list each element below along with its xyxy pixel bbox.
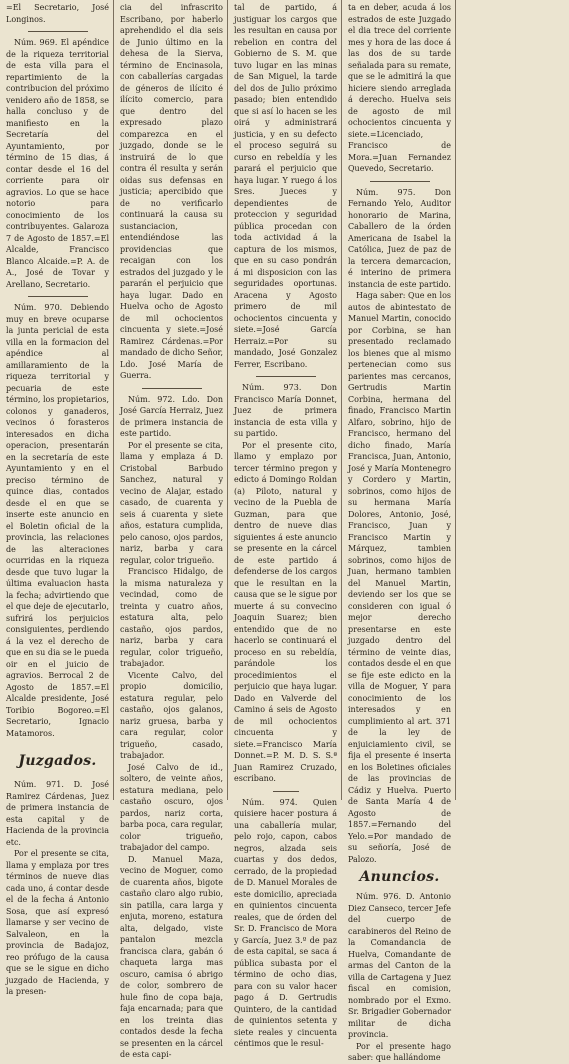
notice-972-continued: tal de partido, á justiguar los cargos que les resultan en causa por rebelion en contra del Gobierno de S. M. que tuvo lugar en las minas de San Miguel, la tarde del dos de Julio próximo pasado; bien entendido que si así lo hacen se les oirá y administrará justicia, y en su defecto el proceso seguirá su curso en rebeldía y les parará el perjuicio que haya lugar. Y ruego á los Sres. Jueces y dependientes de proteccion y seguridad pública procedan con toda actividad á la captura de los mismos, que en su caso pondrán á mi disposicion con las seguridades oportunas. Aracena y Agosto primero de mil ochocientos cincuenta y siete.=José García Herraiz.=Por su mandado, José Gonzalez Ferrer, Escribano. [234, 3, 337, 369]
section-title-anuncios: Anuncios. [359, 869, 440, 885]
column-rule [455, 0, 456, 800]
separator-rule [273, 791, 299, 792]
notice-972-heading: Núm. 972. Ldo. Don José García Herraiz, Juez de primera instancia de este partido. [120, 394, 223, 438]
separator-rule [142, 388, 202, 389]
notice-975-heading: Núm. 975. Don Fernando Yelo, Auditor honorario de Marina, Caballero de la órden Americana de Isabel la Católica, Juez de paz de la tercera demarcacion, é interino de primera instancia de este partido. [348, 187, 451, 289]
column-rule [113, 0, 114, 800]
column-5 [460, 0, 569, 800]
notice-974-continued: ta en deber, acuda á los estrados de este Juzgado el dia trece del corriente mes y hora de las doce á las dos de su tarde señalada para su remate, que se le admitirá la que hiciere siendo arreglada á derecho. Huelva seis de agosto de mil ochocientos cincuenta y siete.=Licenciado, Francisco de Mora.=Juan Fernandez Quevedo, Secretario. [348, 3, 451, 173]
notice-972-text: D. Manuel Maza, vecino de Moguer, como de cuarenta años, bigote castaño claro algo rubio, sin patilla, cara larga y enjuta, moreno, estatura alta, delgado, viste pantalon mezcla francisca clara, gabán ó chaqueta larga mas oscuro, camisa ó abrigo de color, sombrero de hule fino de copa baja, faja encarnada; para que en los treinta dias contados desde la fecha se presenten en la cárcel de esta capi- [120, 854, 223, 1059]
separator-rule [256, 376, 316, 377]
notice-971-continued: cia del infrascrito Escribano, por haberlo aprehendido el dia seis de Junio último en la dehesa de la Sierva, término de Encinasola, con caballerías cargadas de géneros de ilícito é ilícito comercio, para que dentro del expresado plazo comparezca en el juzgado, donde se le instruirá de lo que contra él resulta y serán oidas sus defensas en justicia; apercibido que de no verificarlo continuará la causa su sustanciacion, entendiéndose las providencias que recaigan con los estrados del juzgado y le pararán el perjuicio que haya lugar. Dado en Huelva ocho de Agosto de mil ochocientos cincuenta y siete.=José Ramirez Cárdenas.=Por mandado de dicho Señor, Ldo. José María de Guerra. [120, 3, 223, 380]
column-2 [118, 0, 225, 1059]
notice-973-heading: Núm. 973. Don Francisco María Donnet, Juez de primera instancia de esta villa y su partido. [234, 383, 337, 438]
notice-signature: =El Secretario, José Longinos. [6, 3, 109, 24]
notice-971-heading: Núm. 971. D. José Ramirez Cárdenas, Juez de primera instancia de esta capital y de Hacienda de la provincia etc. [6, 780, 109, 847]
notice-969-text: Núm. 969. El apéndice de la riqueza territorial de esta villa para el repartimiento de la contribucion del próximo venidero año de 1858, se halla concluso y de manifiesto en la Secretaría del Ayuntamiento, por término de 15 dias, á contar desde el 16 del corriente para oir agravios. Lo que se hace notorio para conocimiento de los contribuyentes. Galaroza 7 de Agosto de 1857.=El Alcalde, Francisco Blanco Alcaide.=P. A. de A., José de Tovar y Arellano, Secretario. [6, 38, 109, 289]
notice-974-text: Núm. 974. Quien quisiere hacer postura á una caballería mular, pelo rojo, capon, cabos negros, alzada seis cuartas y dos dedos, cerrado, de la propiedad de D. Manuel Morales de este domicilio, apreciada en quinientos cincuenta reales, que de órden del Sr. D. Francisco de Mora y García, Juez 3.º de paz de esta capital, se saca á pública subasta por el término de ocho dias, para con su valor hacer pago á D. Gertrudis Quintero, de la cantidad de quinientos setenta y siete reales y cincuenta céntimos que le resul- [234, 797, 337, 1048]
section-title-juzgados: Juzgados. [18, 753, 97, 769]
column-4 [346, 0, 453, 1062]
separator-rule [370, 181, 430, 182]
notice-972-text: Por el presente se cita, llama y emplaza á D. Cristobal Barbudo Sanchez, natural y vecino de Alajar, estado casado, de cuarenta y seis á cuarenta y siete años, estatura cumplida, pelo canoso, ojos pardos, nariz, barba y cara regular, color trigueño. [120, 440, 223, 565]
notice-972-text: Francisco Hidalgo, de la misma naturaleza y vecindad, como de treinta y cuatro años, estatura alta, pelo castaño, ojos pardos, nariz, barba y cara regular, color trigueño, trabajador. [120, 567, 223, 668]
column-1 [4, 0, 111, 996]
notice-973-text: Por el presente cito, llamo y emplazo por tercer término pregon y edicto á Domingo Roldan (a) Piloto, natural y vecino de la Puebla de Guzman, para que dentro de nueve dias siguientes á este anuncio se presente en la cárcel de este partido á defenderse de los cargos que le resultan en la causa que se le sigue por muerte á su convecino Joaquin Suarez; bien entendido que de no hacerlo se continuará el proceso en su rebeldía, parándole los procedimientos el perjuicio que haya lugar. Dado en Valverde del Camino á seis de Agosto de mil ochocientos cincuenta y siete.=Francisco María Donnet.=P. M. D. S. S.ª Juan Ramirez Cruzado, escribano. [234, 440, 337, 783]
notice-970-text: Núm. 970. Debiendo muy en breve ocuparse la junta pericial de esta villa en la formacion del apéndice al amillaramiento de la riqueza territorial y pecuaria de este término, los propietarios, colonos y ganaderos, vecinos ó forasteros interesados en dicha operacion, presentarán en la secretaría de este Ayuntamiento y en el preciso término de quince dias, contados desde el en que se inserte este anuncio en el Boletin oficial de la provincia, las relaciones de las alteraciones ocurridas en la riqueza desde que tuvo lugar la última evaluacion hasta la fecha; advirtiendo que el que deje de ejecutarlo, sufrirá los perjuicios consiguientes, perdiendo á la vez el derecho de que en su dia se le pueda oir en el juicio de agravios. Berrocal 2 de Agosto de 1857.=El Alcalde presidente, José Toribio Bogoreo.=El Secretario, Ignacio Matamoros. [6, 303, 110, 738]
notice-976-heading: Núm. 976. D. Antonio Diez Canseco, tercer Jefe del cuerpo de carabineros del Reino de la Comandancia de Huelva, Comandante de armas del Canton de la villa de Cartagena y Juez fiscal en comision, nombrado por el Exmo. Sr. Brigadier Gobernador militar de dicha provincia. [348, 892, 452, 1039]
column-3 [232, 0, 339, 1048]
column-rule [227, 0, 228, 800]
separator-rule [28, 296, 88, 297]
notice-975-text: Haga saber: Que en los autos de abintestato de Manuel Martin, conocido por Corbina, se han presentado reclamado los bienes que al mismo pertenecian como sus parientes mas cercanos, Gertrudis Martin Corbina, hermana del finado, Francisco Martin Alfaro, sobrino, hijo de Francisco, hermano del dicho finado, María Francisca, Juan, Antonio, José y María Montenegro y Cordero y Martin, sobrinos, como hijos de su hermana María Dolores, Antonio, José, Francisco, Juan y Francisco Martin y Márquez, tambien sobrinos, como hijos de Juan, hermano tambien del Manuel Martin, deviendo ser los que se consideren con igual ó mejor derecho presentarse en este juzgado dentro del término de veinte dias, contados desde el en que se fije este edicto en la villa de Moguer, Y para conocimiento de los interesados y en cumplimiento al art. 371 de la ley de enjuiciamiento civil, se fija el presente é inserta en los Boletines oficiales de las provincias de Cádiz y Huelva. Puerto de Santa María 4 de Agosto de 1857.=Fernando del Yelo.=Por mandado de su señoría, José de Palozo. [348, 291, 451, 864]
notice-976-text: Por el presente hago saber: que hallándome [348, 1041, 451, 1062]
notice-971-text: Por el presente se cita, llama y emplaza por tres términos de nueve dias cada uno, á contar desde el de la fecha á Antonio Sosa, que así expresó llamarse y ser vecino de Salvaleon, en la provincia de Badajoz, reo prófugo de la causa que se le sigue en dicho juzgado de Hacienda, y la presen- [6, 849, 109, 996]
notice-972-text: Vicente Calvo, del propio domicilio, estatura regular, pelo castaño, ojos galanos, nariz gruesa, barba y cara regular, color trigueño, casado, trabajador. [120, 670, 223, 760]
separator-rule [28, 31, 88, 32]
column-rule [341, 0, 342, 800]
notice-972-text: José Calvo de id., soltero, de veinte años, estatura mediana, pelo castaño oscuro, ojos pardos, nariz corta, barba poca, cara regular, color trigueño, trabajador del campo. [120, 762, 223, 852]
